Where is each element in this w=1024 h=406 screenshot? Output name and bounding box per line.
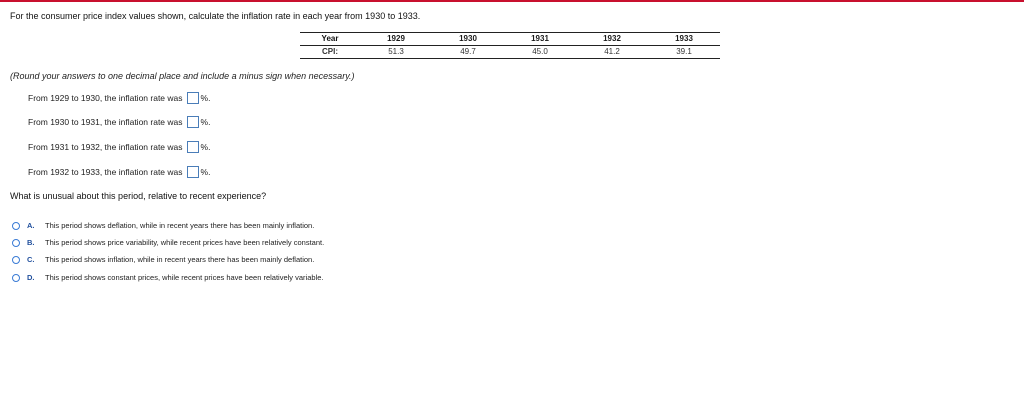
rounding-instruction: (Round your answers to one decimal place and include a minus sign when necessary.) <box>10 71 355 81</box>
cpi-table <box>300 32 720 59</box>
answer-label: From 1931 to 1932, the inflation rate was <box>28 142 183 152</box>
choice-a[interactable] <box>12 221 314 230</box>
answer-line-1933 <box>28 166 210 178</box>
unusual-question: What is unusual about this period, relative to recent experience? <box>10 191 267 201</box>
percent-unit: %. <box>200 142 211 152</box>
year-cell: 1931 <box>504 33 576 46</box>
answer-line-1931 <box>28 116 210 128</box>
percent-unit: %. <box>200 93 211 103</box>
cpi-cell: 49.7 <box>432 46 504 59</box>
choice-b[interactable] <box>12 238 324 247</box>
radio-button-icon[interactable] <box>12 222 20 230</box>
answer-label: From 1929 to 1930, the inflation rate was <box>28 93 183 103</box>
year-cell: 1929 <box>360 33 432 46</box>
year-label: Year <box>300 33 360 46</box>
inflation-rate-input-1930[interactable] <box>187 92 199 104</box>
choice-c[interactable] <box>12 255 314 264</box>
answer-line-1930 <box>28 92 210 104</box>
cpi-cell: 41.2 <box>576 46 648 59</box>
inflation-rate-input-1931[interactable] <box>187 116 199 128</box>
answer-label: From 1932 to 1933, the inflation rate was <box>28 167 183 177</box>
choice-text: This period shows deflation, while in recent years there has been mainly inflation. <box>45 221 315 230</box>
year-row <box>300 33 720 46</box>
year-cell: 1933 <box>648 33 720 46</box>
radio-button-icon[interactable] <box>12 256 20 264</box>
answer-line-1932 <box>28 141 210 153</box>
question-text: For the consumer price index values shown, calculate the inflation rate in each year from 1930 to 1933. <box>10 11 421 21</box>
choice-d[interactable] <box>12 273 323 282</box>
percent-unit: %. <box>200 167 211 177</box>
cpi-cell: 45.0 <box>504 46 576 59</box>
inflation-rate-input-1932[interactable] <box>187 141 199 153</box>
choice-text: This period shows inflation, while in recent years there has been mainly deflation. <box>45 255 315 264</box>
choice-text: This period shows price variability, while recent prices have been relatively constant. <box>45 238 325 247</box>
choice-letter: B. <box>27 238 35 247</box>
cpi-row <box>300 46 720 59</box>
radio-button-icon[interactable] <box>12 274 20 282</box>
top-accent-line <box>0 0 1024 2</box>
percent-unit: %. <box>200 117 211 127</box>
cpi-cell: 51.3 <box>360 46 432 59</box>
radio-button-icon[interactable] <box>12 239 20 247</box>
year-cell: 1930 <box>432 33 504 46</box>
choice-text: This period shows constant prices, while recent prices have been relatively variable. <box>45 273 324 282</box>
cpi-cell: 39.1 <box>648 46 720 59</box>
cpi-label: CPI: <box>300 46 360 59</box>
answer-label: From 1930 to 1931, the inflation rate was <box>28 117 183 127</box>
inflation-rate-input-1933[interactable] <box>187 166 199 178</box>
year-cell: 1932 <box>576 33 648 46</box>
choice-letter: C. <box>27 255 35 264</box>
choice-letter: D. <box>27 273 35 282</box>
choice-letter: A. <box>27 221 35 230</box>
